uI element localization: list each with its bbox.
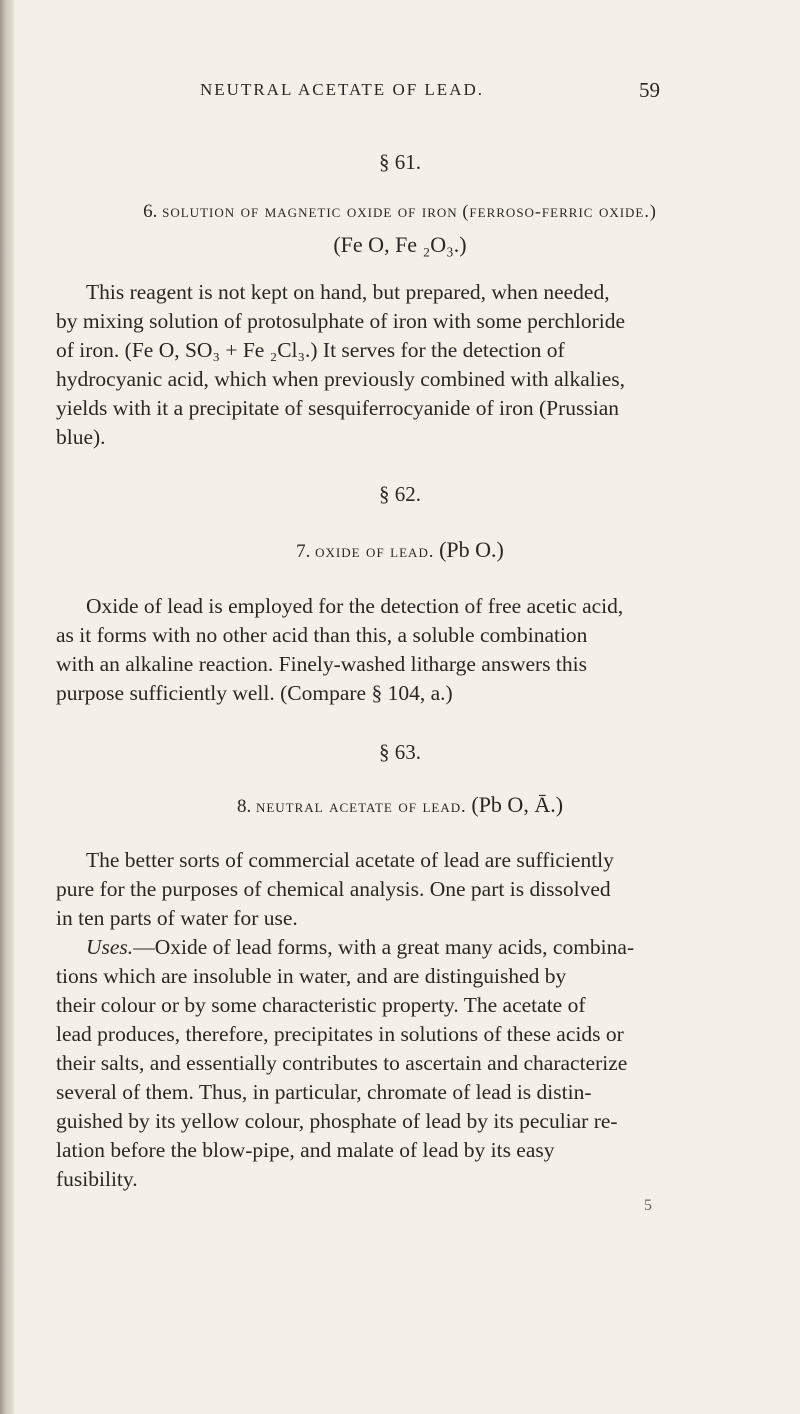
page-number: 59 [639,78,660,102]
heading-formula: (Pb O.) [439,537,504,562]
heading-paren: (ferroso-ferric oxide.) [462,201,657,221]
section-63-paragraph-1 [56,846,714,933]
text-line: This reagent is not kept on hand, but prepared, when needed, [86,280,610,304]
running-head-title: NEUTRAL ACETATE OF LEAD. [200,80,484,99]
text-line: as it forms with no other acid than this, a soluble combination [56,623,588,647]
signature-mark: 5 [644,1197,652,1214]
text-line: pure for the purposes of chemical analysis. One part is dissolved [56,877,611,901]
section-61-formula: (Fe O, Fe ₂O₃.) [333,232,467,257]
text-line: purpose sufficiently well. (Compare § 104, a.) [56,681,453,705]
text-line: their colour or by some characteristic property. The acetate of [56,993,586,1017]
heading-formula: (Pb O, Ā.) [471,792,564,817]
text-line: yields with it a precipitate of sesquiferrocyanide of iron (Prussian [56,396,620,420]
text-line: blue). [56,425,106,449]
text-line: by mixing solution of protosulphate of iron with some perchloride [56,309,626,333]
text-line: guished by its yellow colour, phosphate of lead by its peculiar re- [56,1109,618,1133]
text-line: hydrocyanic acid, which when previously combined with alkalies, [56,367,625,391]
heading-number: 8. [236,796,252,817]
section-62-paragraph [56,592,714,708]
text-line: fusibility. [56,1167,138,1191]
heading-text: solution of magnetic oxide of iron [162,201,458,221]
section-61-heading [0,201,800,223]
text-line: lead produces, therefore, precipitates in solutions of these acids or [56,1022,624,1046]
section-63-heading [0,792,800,818]
heading-text: oxide of lead. [315,541,435,561]
text-line: several of them. Thus, in particular, chromate of lead is distin- [56,1080,592,1104]
heading-number: 7. [296,541,311,562]
text-line: in ten parts of water for use. [56,906,298,930]
section-63-label: § 63. [379,740,421,764]
heading-text: neutral acetate of lead. [255,796,467,816]
uses-label: Uses. [86,935,134,959]
text-line: Oxide of lead is employed for the detection of free acetic acid, [86,594,624,618]
heading-number: 6. [143,201,158,222]
section-63-paragraph-2 [56,933,714,1194]
text-line: of iron. (Fe O, SO₃ + Fe ₂Cl₃.) It serves for the detection of [56,338,565,362]
text-line: tions which are insoluble in water, and are distinguished by [56,964,567,988]
text-line: with an alkaline reaction. Finely-washed litharge answers this [56,652,587,676]
text-line: The better sorts of commercial acetate of lead are sufficiently [86,848,614,872]
text-line: Uses.—Oxide of lead forms, with a great many acids, combina- [86,935,635,959]
text-line: their salts, and essentially contributes to ascertain and characterize [56,1051,628,1075]
section-62-label: § 62. [379,482,421,506]
text-line: lation before the blow-pipe, and malate of lead by its easy [56,1138,555,1162]
section-61-paragraph [56,278,714,452]
section-62-heading [0,537,800,563]
section-61-label: § 61. [379,150,421,174]
